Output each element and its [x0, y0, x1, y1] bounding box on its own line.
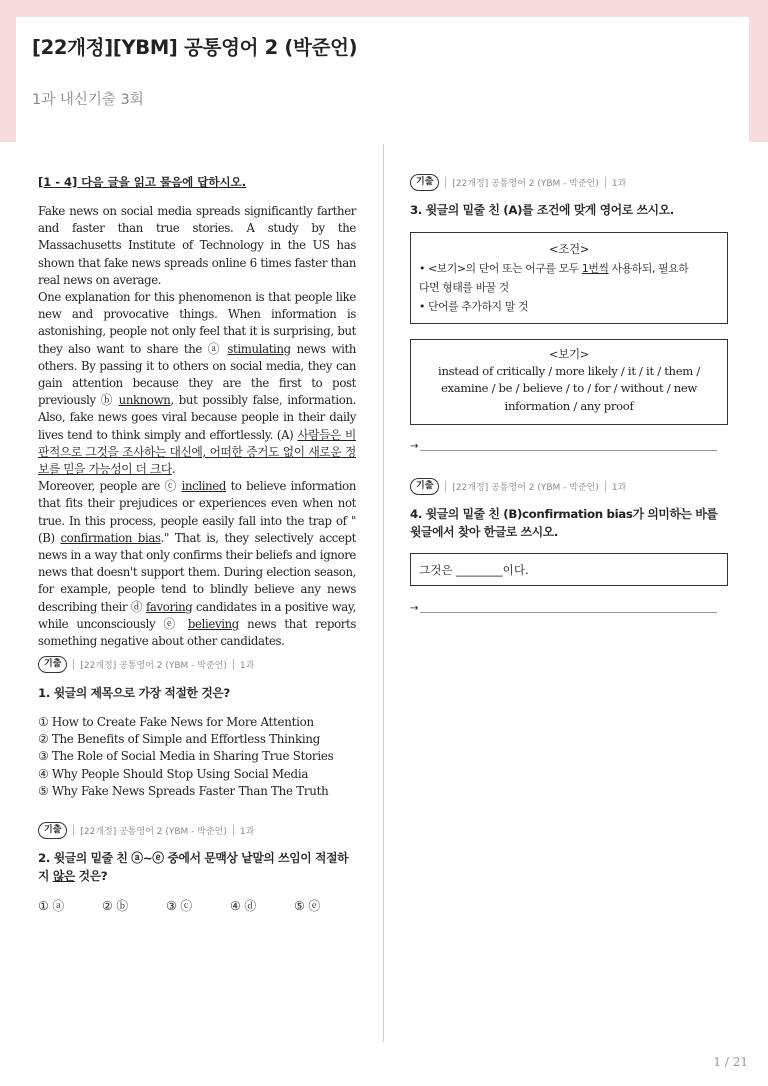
option-4[interactable]: ④ ⓓ — [230, 899, 257, 913]
underlined-phrase-b: confirmation bias — [60, 530, 161, 545]
answer-rule — [420, 450, 717, 451]
option-5[interactable]: ⑤ Why Fake News Spreads Faster Than The Truth — [38, 783, 329, 798]
condition-2: • 단어를 추가하지 말 것 — [419, 300, 529, 313]
option-2[interactable]: ② The Benefits of Simple and Effortless Thinking — [38, 732, 321, 747]
passage-text: news with others. By passing it to others on social media, they can gain attention because they are the first to post previously ⓑ — [38, 341, 357, 408]
answer-line-q4[interactable] — [410, 603, 717, 615]
option-3[interactable]: ③ ⓒ — [166, 899, 193, 913]
passage-paragraph-2 — [38, 289, 356, 478]
question-source-tag — [38, 655, 254, 673]
question-4-title: 4. 윗글의 밑줄 친 (B)confirmation bias가 의미하는 바를 윗글에서 찾아 한글로 쓰시오. — [410, 507, 718, 539]
passage-instruction: [1 - 4] 다음 글을 읽고 물음에 답하시오. — [38, 175, 247, 189]
condition-emphasis: 1번씩 — [581, 262, 609, 275]
arrow-icon: → — [410, 441, 419, 452]
passage-paragraph-3 — [38, 478, 356, 650]
answer-line-q3[interactable] — [410, 441, 717, 453]
passage-text: Moreover, people are ⓒ — [38, 479, 182, 494]
title-text: 것은? — [74, 869, 108, 883]
word-bank-title: <보기> — [548, 347, 590, 361]
tag-divider — [233, 825, 234, 836]
question-source-tag — [410, 173, 626, 191]
tag-divider — [73, 825, 74, 836]
arrow-icon: → — [410, 603, 419, 614]
tag-source: [22개정] 공통영어 2 (YBM - 박준언) — [452, 482, 599, 493]
option-1[interactable]: ① How to Create Fake News for More Attention — [38, 715, 314, 729]
reading-passage — [38, 203, 356, 650]
option-2[interactable]: ② ⓑ — [102, 899, 129, 913]
question-source-tag — [38, 821, 254, 839]
passage-text: ." That is, they selectively accept news in a way that only confirms their beliefs and ignore news that doesn't support them. During election season, for example, people tend to blindly believe any news describing their ⓓ — [38, 530, 356, 614]
word-bank-box — [410, 339, 728, 425]
question-2-options — [38, 897, 358, 914]
passage-text: news that reports something negative about other candidates. — [38, 616, 357, 649]
option-4[interactable]: ④ Why People Should Stop Using Social Media — [38, 766, 309, 781]
tag-unit: 1과 — [611, 482, 627, 493]
tag-source: [22개정] 공통영어 2 (YBM - 박준언) — [80, 660, 227, 671]
question-2-title — [38, 849, 356, 885]
option-3[interactable]: ③ The Role of Social Media in Sharing True Stories — [38, 749, 334, 764]
passage-paragraph-1: Fake news on social media spreads significantly farther and faster than true stories. A study by the Massachusetts Institute of Technology in the US has shown that fake news spreads online 6 times faster than real news on average. — [38, 204, 356, 287]
condition-1-cont: 다면 형태를 바꿀 것 — [419, 281, 509, 294]
page-title: [22개정][YBM] 공통영어 2 (박준언) — [32, 36, 358, 59]
passage-text: . — [171, 462, 176, 477]
question-2-title-line-2 — [38, 867, 356, 885]
passage-text: One explanation for this phenomenon is that people like new and provocative things. When information is astonishing, people not only feel that it is surprising, but they also want to share the ⓐ — [38, 290, 356, 356]
option-1[interactable]: ① ⓐ — [38, 899, 65, 913]
underlined-word-b: unknown — [118, 393, 171, 408]
conditions-title: <조건> — [548, 242, 590, 256]
column-divider — [383, 144, 384, 1042]
underlined-word-c: inclined — [181, 479, 227, 494]
tag-unit: 1과 — [239, 660, 255, 671]
past-exam-badge: 기출 — [410, 478, 439, 495]
page-subtitle: 1과 내신기출 3회 — [32, 92, 144, 108]
tag-divider — [605, 177, 606, 188]
question-2-title-line-1: 2. 윗글의 밑줄 친 ⓐ~ⓔ 중에서 문맥상 낱말의 쓰임이 적절하 — [38, 851, 349, 865]
question-source-tag — [410, 477, 626, 495]
tag-source: [22개정] 공통영어 2 (YBM - 박준언) — [452, 178, 599, 189]
emphasis-not: 않은 — [52, 869, 75, 883]
past-exam-badge: 기출 — [38, 656, 67, 673]
question-3-title: 3. 윗글의 밑줄 친 (A)를 조건에 맞게 영어로 쓰시오. — [410, 203, 674, 217]
passage-text: , but possibly false, information. Also, fake news goes viral because people in their daily lives tend to think simply and effortlessly. (A) — [38, 393, 356, 442]
title-text: 지 — [38, 869, 53, 883]
fill-in-box[interactable] — [410, 553, 728, 586]
tag-divider — [233, 659, 234, 670]
past-exam-badge: 기출 — [410, 174, 439, 191]
passage-text: to believe information that fits their prejudices or experiences even when not true. In this process, people easily fall into the trap of "(B) — [38, 479, 356, 545]
fill-in-text: 그것은 ________이다. — [419, 562, 529, 577]
conditions-box — [410, 232, 728, 324]
tag-unit: 1과 — [611, 178, 627, 189]
option-5[interactable]: ⑤ ⓔ — [294, 899, 321, 913]
passage-text: candidates in a positive way, while unconsciously ⓔ — [38, 599, 356, 631]
underlined-word-a: stimulating — [227, 341, 291, 356]
tag-source: [22개정] 공통영어 2 (YBM - 박준언) — [80, 826, 227, 837]
word-bank-words: instead of critically / more likely / it / it / them / examine / be / believe / to / for / without / new information / any proof — [438, 364, 700, 413]
condition-text: • <보기>의 단어 또는 어구를 모두 — [419, 262, 582, 275]
tag-divider — [73, 659, 74, 670]
tag-divider — [605, 481, 606, 492]
condition-1 — [419, 259, 719, 278]
past-exam-badge: 기출 — [38, 822, 67, 839]
tag-divider — [445, 481, 446, 492]
answer-rule — [420, 612, 717, 613]
question-1-options — [38, 714, 333, 800]
question-1-title: 1. 윗글의 제목으로 가장 적절한 것은? — [38, 686, 230, 700]
underlined-word-d: favoring — [145, 599, 193, 614]
tag-unit: 1과 — [239, 826, 255, 837]
underlined-word-e: believing — [187, 616, 239, 631]
condition-text: 사용하되, 필요하 — [608, 262, 689, 275]
underlined-sentence-a: 사람들은 비판적으로 그것을 조사하는 대신에, 어떠한 증거도 없이 새로운 정보를 믿을 가능성이 더 크다 — [38, 427, 356, 477]
tag-divider — [445, 177, 446, 188]
page-number: 1 / 21 — [713, 1055, 748, 1069]
